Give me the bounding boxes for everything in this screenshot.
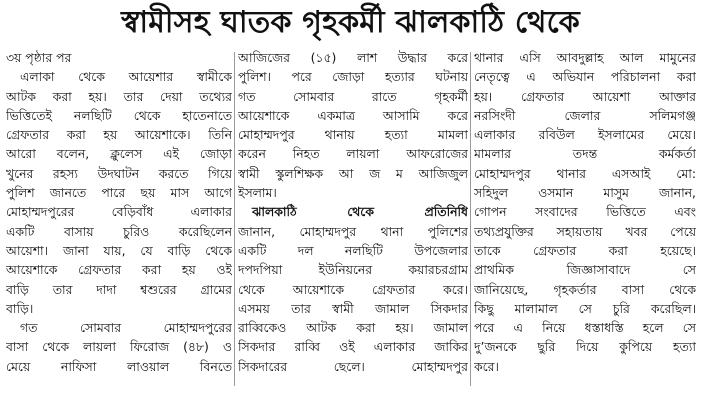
text-line: কিছু মালামাল সে চুরি করেছিল। — [474, 300, 696, 316]
text-line: প্রাথমিক জিজ্ঞাসাবাদে সে — [474, 262, 696, 278]
headline: স্বামীসহ ঘাতক গৃহকর্মী ঝালকাঠি থেকে — [121, 5, 580, 40]
text-line: হয়। গ্রেফতার আয়েশা আক্তার — [474, 88, 696, 104]
text-line: গ্রেফতার করা হয় আয়েশাকে। তিনি — [6, 127, 232, 143]
column-divider-2 — [470, 52, 471, 386]
column-1 — [6, 48, 232, 394]
text-line: দু’জনকে ছুরি দিয়ে কুপিয়ে হত্যা — [474, 339, 696, 355]
continuation-note: ৩য় পৃষ্ঠার পর — [6, 50, 72, 65]
text-line: বাড়ি তার দাদা শ্বশুরের গ্রামের — [6, 281, 232, 297]
text-line: এসময় তার স্বামী জামাল সিকদার — [238, 300, 468, 316]
text-line: পুলিশ জানতে পারে ছয় মাস আগে — [6, 185, 232, 201]
text-line: মেয়ে নাফিসা লাওয়াল বিনতে — [6, 358, 232, 374]
column-divider-1 — [234, 52, 235, 386]
text-line: থেকে আয়েশাকে গ্রেফতার করে। — [238, 281, 468, 297]
text-line: একটি দল নলছিটি উপজেলার — [238, 242, 468, 258]
text-line: আজিজের (১৫) লাশ উদ্ধার করে — [238, 50, 468, 65]
dateline: ঝালকাঠি থেকে প্রতিনিধি — [252, 204, 468, 220]
text-line: করেন নিহত লায়লা আফরোজের — [238, 146, 468, 162]
text-line: এলাকা থেকে আয়েশার স্বামীকে — [20, 69, 232, 85]
text-line: জানিয়েছে, গৃহকর্তার বাসা থেকে — [474, 281, 696, 297]
text-line: আরো বলেন, ক্লুলেস এই জোড়া — [6, 146, 232, 162]
text-line: পরে এ নিয়ে ধস্তাধস্তি হলে সে — [474, 320, 696, 336]
text-line: তথ্যপ্রযুক্তির সহায়তায় খবর পেয়ে — [474, 223, 696, 239]
text-line: মোহাম্মদপুর থানার এসআই মো: — [474, 165, 696, 181]
text-line: সিকদারের ছেলে। মোহাম্মদপুর — [238, 358, 468, 374]
text-line: মামলার তদন্ত কর্মকর্তা — [474, 146, 696, 162]
text-line: এলাকার রবিউল ইসলামের মেয়ে। — [474, 127, 696, 143]
text-line: সহিদুল ওসমান মাসুম জানান, — [474, 185, 696, 201]
text-line: বাড়ি। — [6, 300, 34, 316]
text-line: জানান, মোহাম্মদপুর থানা পুলিশের — [238, 223, 468, 239]
text-line: আটক করা হয়। তার দেয়া তথ্যের — [6, 88, 232, 104]
text-line: নরসিংদী জেলার সলিমগঞ্জ — [474, 107, 696, 123]
text-line: মোহাম্মদপুর থানায় হত্যা মামলা — [238, 127, 468, 143]
text-line: রাব্বিকেও আটক করা হয়। জামাল — [238, 320, 468, 336]
text-line: ইসলাম। — [238, 185, 277, 201]
text-line: দপদপিয়া ইউনিয়নের কয়ারচরগ্রাম — [238, 262, 468, 278]
text-line: মোহাম্মদপুরের বেড়িবাঁধ এলাকার — [6, 204, 232, 220]
text-line: করে। — [474, 358, 499, 374]
text-line: গোপন সংবাদের ভিত্তিতে এবং — [474, 204, 696, 220]
text-line: বাসা থেকে লায়লা ফিরোজ (৪৮) ও — [6, 339, 232, 355]
text-line: সিকদার রাব্বি ওই এলাকার জাকির — [238, 339, 468, 355]
column-3 — [474, 48, 696, 394]
text-line: আয়েশা। জানা যায়, যে বাড়ি থেকে — [6, 242, 232, 258]
text-line: আয়েশাকে গ্রেফতার করা হয় ওই — [6, 262, 232, 278]
text-line: তাকে গ্রেফতার করা হয়েছে। — [474, 242, 696, 258]
text-line: গত সোমবার রাতে গৃহকর্মী — [238, 88, 468, 104]
text-line: নেতৃত্বে এ অভিযান পরিচালনা করা — [474, 69, 696, 85]
text-line: থানার এসি আবদুল্লাহ আল মামুনের — [474, 50, 696, 65]
text-line: গত সোমবার মোহাম্মদপুরের — [20, 320, 232, 336]
column-2 — [238, 48, 468, 394]
text-line: ভিত্তিতেই নলছিটি থেকে হাতেনাতে — [6, 107, 232, 123]
text-line: স্বামী স্কুলশিক্ষক আ জ ম আজিজুল — [238, 165, 468, 181]
text-line: আয়েশাকে একমাত্র আসামি করে — [238, 107, 468, 123]
text-line: খুনের রহস্য উদঘাটন করতে গিয়ে — [6, 165, 232, 181]
text-line: পুলিশ। পরে জোড়া হত্যার ঘটনায় — [238, 69, 468, 85]
text-line: একটি বাসায় চুরিও করেছিলেন — [6, 223, 232, 239]
